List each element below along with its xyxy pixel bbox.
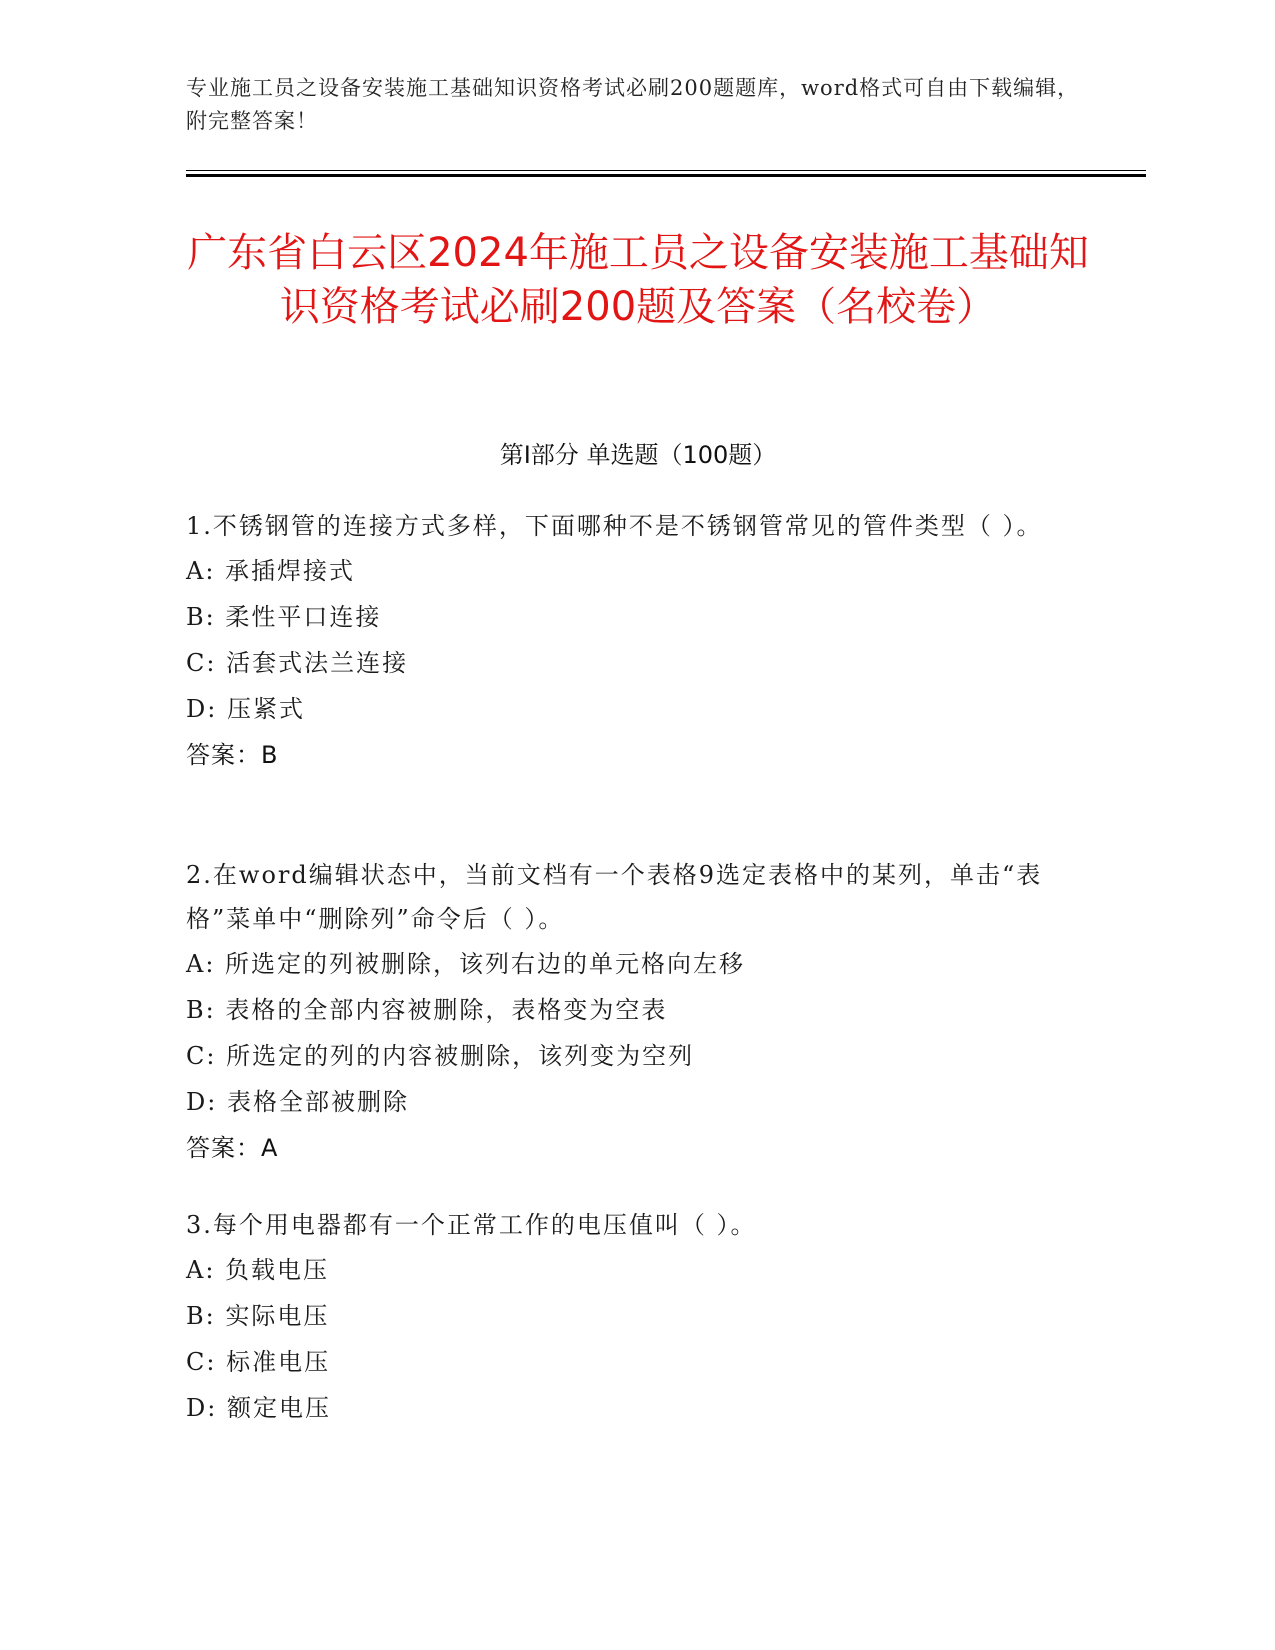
question-stem: 2.在word编辑状态中，当前文档有一个表格9选定表格中的某列，单击“表格”菜单中“删除列”命令后（ ）。 xyxy=(186,861,1043,933)
question-option-d: D: 表格全部被删除 xyxy=(186,1088,409,1116)
question-option-a: A: 所选定的列被删除，该列右边的单元格向左移 xyxy=(186,950,746,978)
question-1 xyxy=(186,504,1086,778)
question-option-c: C: 标准电压 xyxy=(186,1348,331,1376)
question-2 xyxy=(186,853,1086,1171)
question-answer: 答案：B xyxy=(186,741,279,769)
question-option-d: D: 额定电压 xyxy=(186,1394,331,1422)
header-rule-thin xyxy=(186,170,1146,171)
document-title: 广东省白云区2024年施工员之设备安装施工基础知识资格考试必刷200题及答案（名校卷） xyxy=(187,230,1089,330)
question-option-b: B: 实际电压 xyxy=(186,1302,330,1330)
question-3 xyxy=(186,1203,1086,1431)
question-answer: 答案：A xyxy=(186,1134,279,1162)
header-rule-thick xyxy=(186,174,1146,177)
header-note: 专业施工员之设备安装施工基础知识资格考试必刷200题题库，word格式可自由下载编辑，附完整答案！ xyxy=(186,76,1080,133)
question-option-a: A: 承插焊接式 xyxy=(186,557,356,585)
question-option-b: B: 柔性平口连接 xyxy=(186,603,382,631)
question-option-d: D: 压紧式 xyxy=(186,695,305,723)
question-option-b: B: 表格的全部内容被删除，表格变为空表 xyxy=(186,996,668,1024)
question-option-c: C: 活套式法兰连接 xyxy=(186,649,409,677)
question-stem: 3.每个用电器都有一个正常工作的电压值叫（ ）。 xyxy=(186,1211,757,1239)
section-title: 第Ⅰ部分 单选题（100题） xyxy=(499,441,777,469)
question-option-a: A: 负载电压 xyxy=(186,1256,330,1284)
question-option-c: C: 所选定的列的内容被删除，该列变为空列 xyxy=(186,1042,695,1070)
question-stem: 1.不锈钢管的连接方式多样，下面哪种不是不锈钢管常见的管件类型（ ）。 xyxy=(186,512,1043,540)
